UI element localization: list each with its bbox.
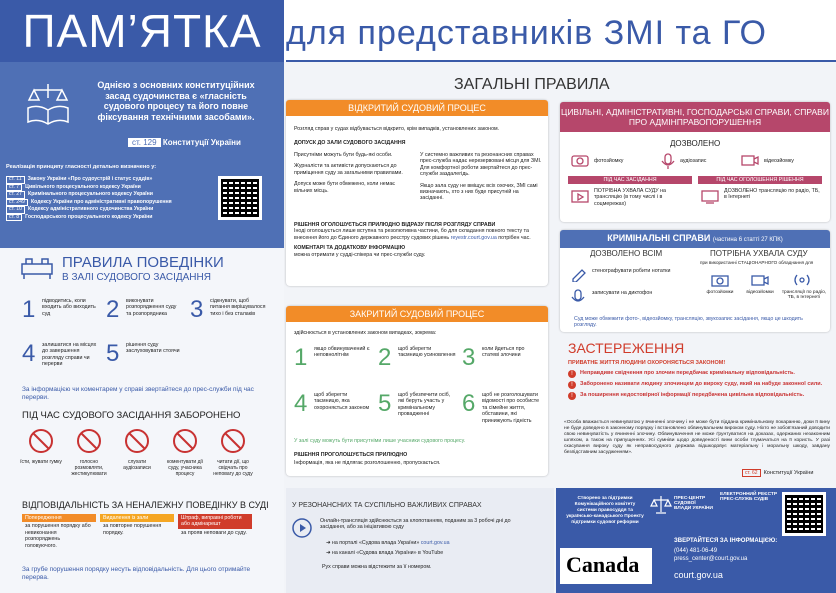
closed-process-title: ЗАКРИТИЙ СУДОВИЙ ПРОЦЕС bbox=[286, 306, 548, 322]
law-item bbox=[6, 199, 216, 207]
forbidden-title: ПІД ЧАС СУДОВОГО ЗАСІДАННЯ ЗАБОРОНЕНО bbox=[22, 410, 241, 421]
footer-reg: ЕЛЕКТРОННИЙ РЕЄСТР ПРЕС-СЛУЖБ СУДІВ bbox=[720, 492, 778, 502]
closed-text: щоб убезпечити осіб, які беруть участь у кримінальному провадженні bbox=[398, 392, 451, 418]
open-access-heading: ДОПУСК ДО ЗАЛИ СУДОВОГО ЗАСІДАННЯ bbox=[294, 140, 406, 146]
law-tag: ст. 11 bbox=[6, 176, 25, 184]
closed-note: У залі суду можуть бути присутніми лише учасники судового процесу. bbox=[294, 438, 466, 444]
civil-title: ЦИВІЛЬНІ, АДМІНІСТРАТИВНІ, ГОСПОДАРСЬКІ СПРАВИ, СПРАВИ ПРО АДМІНПРАВОПОРУШЕННЯ bbox=[560, 102, 830, 132]
rules-note: За інформацією чи коментарем у справі звертайтеся до прес-служби під час перерви. bbox=[22, 386, 254, 401]
warn-item bbox=[568, 392, 826, 400]
criminal-a1: стенографувати робити нотатки bbox=[592, 268, 671, 274]
warn-quote: «Особа вважається невинуватою у вчиненні злочину і не може бути піддана кримінальному покаранню, доки її вину не буде доведено в законному порядку і встановлено обвинувальним вироком суду. Ніхто не зобов’язаний доводити свою невинуватість у вчиненні злочину. Обвинувачення не може ґрунтуватися на доказах, одержаних незаконним шляхом, а також на припущеннях. Усі сумніви щодо доведеності вини особи тлумачаться на її користь. У разі скасування вироку суду як неправосудного держава відшкодовує матеріальну і моральну шкоду, завдану безпідставним засудженням». bbox=[564, 420, 830, 455]
liability-heading: Попередження bbox=[22, 514, 96, 522]
closed-lead: здійснюється в установлених законом випадках, зокрема: bbox=[294, 330, 437, 336]
closed-number: 4 bbox=[294, 390, 308, 417]
closed-text: щоб зберегти таємницю, яка охороняється законом bbox=[314, 392, 370, 411]
resonant-section bbox=[286, 488, 554, 593]
title-main: ПАМ’ЯТКА bbox=[0, 0, 284, 62]
resonant-title: У РЕЗОНАНСНИХ ТА СУСПІЛЬНО ВАЖЛИВИХ СПРАВАХ bbox=[292, 502, 482, 509]
film-icon bbox=[570, 188, 590, 209]
warn-text: Неправдиве свідчення про злочин передбачає кримінальну відповідальність. bbox=[580, 370, 795, 376]
rule-item bbox=[22, 296, 102, 334]
laws-list bbox=[6, 176, 216, 221]
closed-text: щоб не розголошувати відомості про особисте та сімейне життя, обставини, які принижують гідність bbox=[482, 392, 540, 424]
open-left-col: Присутніми можуть бути будь-які особи. Журналісти та активісти допускаються до приміщення суду за загальними правилами. Допуск може бути обмежено, коли немає вільних місць. bbox=[294, 152, 403, 194]
footer-qr-icon[interactable] bbox=[782, 492, 826, 536]
forbidden-item bbox=[66, 428, 112, 477]
rules-list bbox=[22, 296, 272, 374]
footer-email[interactable]: press_center@court.gov.ua bbox=[674, 556, 748, 562]
rule-item bbox=[106, 296, 186, 334]
resonant-link1[interactable]: ➜ на порталі «Судова влада України» court.gov.ua bbox=[326, 540, 450, 546]
closed-number: 2 bbox=[378, 344, 392, 371]
footer-presc: ПРЕС-ЦЕНТР СУДОВОЇ ВЛАДИ УКРАЇНИ bbox=[674, 496, 713, 511]
canada-logo: Canada bbox=[560, 548, 652, 584]
forbidden-item bbox=[210, 428, 256, 477]
warn-item bbox=[568, 381, 826, 389]
warn-list bbox=[568, 370, 826, 403]
closed-text: якщо обвинувачений є неповнолітнім bbox=[314, 346, 370, 359]
criminal-card bbox=[560, 230, 830, 332]
rule-number: 5 bbox=[106, 340, 120, 367]
closed-item bbox=[376, 344, 458, 388]
closed-text: щоб зберегти таємницю усиновлення bbox=[398, 346, 456, 359]
rule-text: сідкнувати, щоб питання вирішувалося тихо і без сталаків bbox=[210, 298, 266, 317]
law-book-icon bbox=[24, 80, 72, 126]
liability-item bbox=[100, 514, 174, 537]
pen-icon bbox=[570, 266, 588, 287]
civil-t2: ДОЗВОЛЕНО трансляцію по радіо, ТБ, в Інтернеті bbox=[724, 188, 820, 201]
criminal-a2: записувати на диктофон bbox=[592, 290, 653, 296]
tv-icon bbox=[700, 188, 720, 209]
forbidden-label: їсти, жувати гумку bbox=[20, 459, 62, 465]
open-process-title: ВІДКРИТИЙ СУДОВИЙ ПРОЦЕС bbox=[286, 100, 548, 116]
civil-h2: ПІД ЧАС ОГОЛОШЕННЯ РІШЕННЯ bbox=[698, 176, 822, 184]
crim-b2: трансляції по радіо, ТБ, в Інтернеті bbox=[781, 290, 827, 300]
rule-text: рішення суду заслуховувати стоячи bbox=[126, 342, 180, 355]
laws-title: Реалізація принципу гласності детально визначено у: bbox=[6, 164, 157, 170]
footer-phone: (044) 481-06-49 bbox=[674, 548, 718, 554]
forbidden-item bbox=[18, 428, 64, 465]
title-sub: для представників ЗМІ та ГО bbox=[286, 14, 767, 52]
no-entry-icon bbox=[114, 428, 160, 459]
rule-text: виконувати розпорядження суду та розпорядника bbox=[126, 298, 177, 317]
no-entry-icon bbox=[210, 428, 256, 459]
civil-icon-photo bbox=[570, 152, 590, 173]
law-item bbox=[6, 206, 216, 214]
warning-icon: ! bbox=[568, 370, 576, 378]
no-entry-icon bbox=[162, 428, 208, 459]
play-icon bbox=[292, 518, 312, 543]
criminal-title: КРИМІНАЛЬНІ СПРАВИ (частина 6 статті 27 КПК) bbox=[560, 230, 830, 248]
footer bbox=[556, 488, 836, 593]
warn-text: Заборонено називати людину злочинцем до вироку суду, який на набуде законної сили. bbox=[580, 381, 823, 387]
open-lead: Розгляд справ у судах відбувається відкрито, крім випадків, установлених законом. bbox=[294, 126, 500, 132]
forbidden-item bbox=[162, 428, 208, 477]
intro-text: Однією з основних конституційних засад судочинства є «гласність судового процесу та його повне фіксування технічними засобами». bbox=[97, 80, 255, 122]
law-tag: ст. 8 bbox=[6, 214, 22, 222]
rule-number: 3 bbox=[190, 296, 204, 323]
law-item bbox=[6, 191, 216, 199]
open-process-card bbox=[286, 100, 548, 286]
footer-support: Створено за підтримки Комунікаційного комітету системи правосуддя та українсько-канадського Проекту підтримки судової реформи bbox=[566, 496, 644, 525]
no-entry-icon bbox=[66, 428, 112, 459]
criminal-need-sub: при використанні СТАЦІОНАРНОГО обладнання для bbox=[700, 260, 814, 265]
rule-text: залишатися на місцях до завершення розгляду справи чи перерви bbox=[42, 342, 97, 368]
no-entry-icon bbox=[18, 428, 64, 459]
rule-text: підводитись, коли входить або виходить суд bbox=[42, 298, 96, 317]
forbidden-list bbox=[18, 428, 278, 484]
rules-subtitle: В ЗАЛІ СУДОВОГО ЗАСІДАННЯ bbox=[62, 272, 211, 283]
closed-list bbox=[292, 344, 544, 434]
closed-number: 1 bbox=[294, 344, 308, 371]
warn-ref: ст. 62 Конституції України bbox=[742, 469, 813, 477]
warn-title: ЗАСТЕРЕЖЕННЯ bbox=[568, 340, 685, 356]
general-title: ЗАГАЛЬНІ ПРАВИЛА bbox=[454, 76, 610, 93]
civil-label-audio: аудіозапис bbox=[680, 158, 707, 164]
rule-item bbox=[190, 296, 270, 334]
law-item bbox=[6, 214, 216, 222]
warning-icon: ! bbox=[568, 392, 576, 400]
civil-label-photo: фотозйомку bbox=[594, 158, 624, 164]
law-text: Кодексу України про адміністративні правопорушення bbox=[30, 198, 172, 205]
forbidden-label: голосно розмовляти, жестикулювати bbox=[71, 459, 107, 477]
civil-icon-audio bbox=[660, 152, 676, 175]
law-text: Кримінального процесуального кодексу України bbox=[28, 191, 153, 197]
qr-code-icon[interactable] bbox=[218, 176, 262, 220]
closed-number: 5 bbox=[378, 390, 392, 417]
scales-icon bbox=[650, 494, 672, 521]
footer-site[interactable]: court.gov.ua bbox=[674, 570, 723, 580]
law-text: Цивільного процесуального кодексу України bbox=[25, 183, 141, 190]
liability-note: За грубе порушення порядку несуть відповідальність. Для цього отримайте перерва. bbox=[22, 566, 251, 581]
rules-icon bbox=[20, 256, 54, 285]
liability-item bbox=[22, 514, 96, 550]
closed-item bbox=[376, 390, 458, 434]
footer-contact-heading: ЗВЕРТАЙТЕСЯ ЗА ІНФОРМАЦІЄЮ: bbox=[674, 538, 778, 544]
closed-decision-heading: РІШЕННЯ ПРОГОЛОШУЄТЬСЯ ПРИЛЮДНО bbox=[294, 452, 408, 458]
intro-panel bbox=[0, 62, 284, 248]
reyestr-link[interactable]: reyestr.court.gov.ua bbox=[450, 234, 497, 241]
law-text: Господарського процесуального кодексу України bbox=[25, 213, 153, 220]
law-tag: ст. 27 bbox=[6, 191, 25, 199]
closed-item bbox=[460, 390, 542, 434]
civil-icon-video bbox=[740, 152, 760, 173]
law-item bbox=[6, 184, 216, 192]
criminal-need: ПОТРІБНА УХВАЛА СУДУ bbox=[710, 249, 808, 258]
crim-b0: фотозйомки bbox=[706, 290, 734, 295]
open-right-col: У системно важливих та резонансних справах прес-служба надає нерезервовані місця для ЗМІ. Для комфортної роботи звертайтеся до прес-служби заздалегідь. Якщо зала суду не вміщує всіх охочих, ЗМІ самі визначають, хто з них буде присутній на засіданні. bbox=[420, 152, 542, 202]
warn-sub: ПРИВАТНЕ ЖИТТЯ ЛЮДИНИ ОХОРОНЯЄТЬСЯ ЗАКОНОМ! bbox=[568, 360, 726, 366]
liability-text: за прояв неповаги до суду. bbox=[181, 529, 247, 536]
rules-title: ПРАВИЛА ПОВЕДІНКИ bbox=[62, 254, 224, 271]
mic-icon bbox=[570, 288, 586, 311]
warning-icon: ! bbox=[568, 381, 576, 389]
closed-item bbox=[292, 390, 374, 434]
liability-title: ВІДПОВІДАЛЬНІСТЬ ЗА НЕНАЛЕЖНУ ПОВЕДІНКУ В СУДІ bbox=[22, 500, 269, 510]
liability-text: за повторне порушення порядку. bbox=[103, 523, 162, 536]
closed-decision-text: Інформація, яка не підлягає розголошенню, пропускається. bbox=[294, 460, 441, 466]
intro-ref: ст. 129 Конституції України bbox=[128, 138, 241, 147]
law-tag: ст. 7 bbox=[6, 184, 22, 192]
rule-number: 1 bbox=[22, 296, 36, 323]
liability-heading: Штраф, виправні роботи або адмінарешт bbox=[178, 514, 252, 529]
law-tag: ст. 10 bbox=[6, 206, 25, 214]
rule-number: 4 bbox=[22, 340, 36, 367]
closed-item bbox=[460, 344, 542, 388]
closed-process-card bbox=[286, 306, 548, 476]
resonant-link2[interactable]: ➜ на каналі «Судова влада України» в YouTube bbox=[326, 550, 444, 556]
closed-number: 6 bbox=[462, 390, 476, 417]
warn-item bbox=[568, 370, 826, 378]
closed-text: коли йдеться про статеві злочини bbox=[482, 346, 525, 359]
forbidden-label: слухати аудіозаписи bbox=[123, 459, 151, 471]
rule-item bbox=[22, 340, 102, 378]
liability-list bbox=[22, 514, 272, 558]
closed-item bbox=[292, 344, 374, 388]
law-text: Закону України «Про судоустрій і статус суддів» bbox=[27, 176, 153, 182]
resonant-text: Онлайн-трансляція здійснюється за клопотанням, поданим за 3 робочі дні до засідання, або за ініціативою суду bbox=[320, 518, 511, 531]
rule-item bbox=[106, 340, 186, 378]
civil-h1: ПІД ЧАС ЗАСІДАННЯ bbox=[568, 176, 692, 184]
liability-text: за порушення порядку або невиконання розпоряджень головуючого. bbox=[25, 523, 91, 549]
forbidden-item bbox=[114, 428, 160, 471]
closed-number: 3 bbox=[462, 344, 476, 371]
civil-label-video: відеозйомку bbox=[764, 158, 794, 164]
civil-card bbox=[560, 102, 830, 222]
warn-text: За поширення недостовірної інформації передбачена цивільна відповідальність. bbox=[580, 392, 805, 398]
liability-heading: Видалення із зали bbox=[100, 514, 174, 522]
resonant-tail: Рух справи можна відстежити за її номером. bbox=[322, 564, 432, 570]
forbidden-label: читати дії, що свідчать про неповагу до суду bbox=[213, 459, 253, 477]
law-item bbox=[6, 176, 216, 184]
open-decision: РІШЕННЯ ОГОЛОШУЄТЬСЯ ПРИЛЮДНО ВІДРАЗУ ПІСЛЯ РОЗГЛЯДУ СПРАВИ Іноді оголошується лише вступна та резолютивна частини, бо для складання повного тексту та внесення його до Єдиного державного реєстру судових рішень reyestr.court.gov.ua потрібен час. КОМЕНТАРІ ТА ДОДАТКОВУ ІНФОРМАЦІЮ можна отримати у судді-спікера чи прес-служби суду. bbox=[294, 222, 531, 258]
forbidden-label: коментувати дії суду, учасника процесу bbox=[166, 459, 203, 477]
crim-b1: відеозйомки bbox=[746, 290, 774, 295]
law-tag: ст. 249 bbox=[6, 199, 28, 207]
criminal-note: Суд може обмежити фото-, відеозйомку, трансляцію, звукозапис засідання, якщо це шкодить розгляду. bbox=[574, 316, 803, 329]
liability-item bbox=[178, 514, 252, 537]
criminal-allowed: ДОЗВОЛЕНО ВСІМ bbox=[590, 249, 663, 258]
civil-t1: ПОТРІБНА УХВАЛА СУДУ на трансляцію (в тому числі і в соцмережах) bbox=[594, 188, 666, 207]
law-text: Кодексу адміністративного судочинства України bbox=[28, 206, 154, 212]
civil-allowed: ДОЗВОЛЕНО bbox=[670, 139, 721, 148]
rule-number: 2 bbox=[106, 296, 120, 323]
